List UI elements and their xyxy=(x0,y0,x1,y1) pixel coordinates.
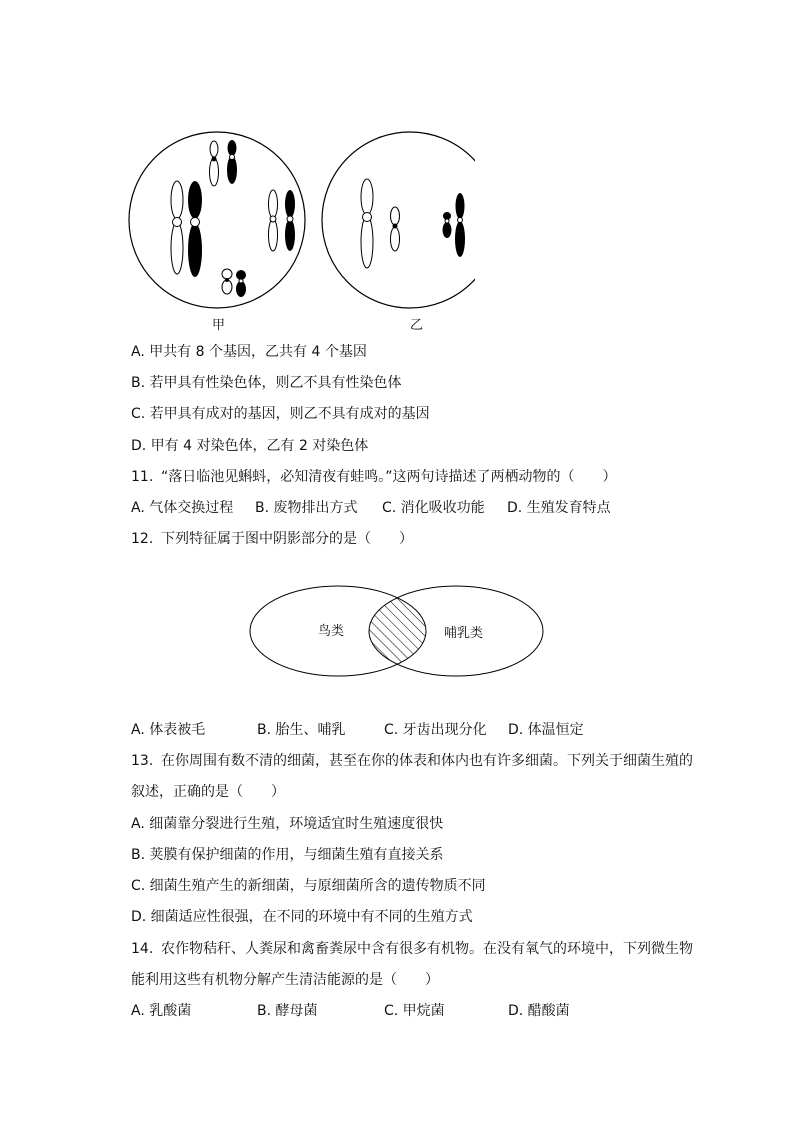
q11-option-c: C. 消化吸收功能 xyxy=(382,500,485,516)
q10-option-d: D. 甲有 4 对染色体，乙有 2 对染色体 xyxy=(131,438,369,454)
q13-option-c: C. 细菌生殖产生的新细菌，与原细菌所含的遗传物质不同 xyxy=(131,878,486,894)
q13-stem-line1 xyxy=(131,752,693,770)
chromosome-pair-top xyxy=(210,140,238,186)
chromosome-yi-dark-pair xyxy=(443,193,466,257)
q14-number: 14. xyxy=(131,941,154,957)
q12-stem xyxy=(131,530,413,548)
chromosome-pair-small xyxy=(222,269,246,297)
venn-label-birds: 鸟类 xyxy=(318,624,345,639)
chromosome-pair-right xyxy=(269,190,296,251)
q14-option-c: C. 甲烷菌 xyxy=(384,1003,445,1019)
q11-option-a: A. 气体交换过程 xyxy=(131,500,234,516)
figure-label-jia: 甲 xyxy=(212,318,226,333)
q14-stem-line1 xyxy=(131,940,693,958)
q10-option-a: A. 甲共有 8 个基因，乙共有 4 个基因 xyxy=(131,344,367,360)
q13-stem-line2: 叙述，正确的是（ ） xyxy=(131,784,285,800)
q12-number: 12. xyxy=(131,531,154,547)
chromosome-yi-medium xyxy=(391,207,400,251)
q12-option-d: D. 体温恒定 xyxy=(508,722,584,738)
q12-options xyxy=(131,721,584,739)
q13-option-a: A. 细菌靠分裂进行生殖，环境适宜时生殖速度很快 xyxy=(131,816,444,832)
q14-options xyxy=(131,1002,570,1020)
chromosome-pair-large xyxy=(171,181,202,277)
q13-text-1: 在你周围有数不清的细菌，甚至在你的体表和体内也有许多细菌。下列关于细菌生殖的 xyxy=(161,753,693,769)
figure-label-yi: 乙 xyxy=(410,318,424,333)
q14-stem-line2: 能利用这些有机物分解产生清洁能源的是（ ） xyxy=(131,972,439,988)
cell-division-figure xyxy=(125,128,475,318)
q11-option-b: B. 废物排出方式 xyxy=(255,500,358,516)
q13-option-b: B. 荚膜有保护细菌的作用，与细菌生殖有直接关系 xyxy=(131,847,444,863)
q10-option-c: C. 若甲具有成对的基因，则乙不具有成对的基因 xyxy=(131,406,430,422)
q13-number: 13. xyxy=(131,753,154,769)
q13-option-d: D. 细菌适应性很强，在不同的环境中有不同的生殖方式 xyxy=(131,909,473,925)
venn-diagram xyxy=(245,585,550,695)
chromosome-yi-large xyxy=(361,179,373,268)
q10-option-b: B. 若甲具有性染色体，则乙不具有性染色体 xyxy=(131,375,402,391)
q14-text-1: 农作物秸秆、人粪尿和禽畜粪尿中含有很多有机物。在没有氧气的环境中，下列微生物 xyxy=(161,941,693,957)
q14-option-b: B. 酵母菌 xyxy=(257,1003,318,1019)
q14-option-d: D. 醋酸菌 xyxy=(508,1003,570,1019)
venn-label-mammals: 哺乳类 xyxy=(444,626,484,641)
q12-option-b: B. 胎生、哺乳 xyxy=(257,722,346,738)
q14-option-a: A. 乳酸菌 xyxy=(131,1003,192,1019)
q11-stem xyxy=(131,468,617,486)
q11-number: 11. xyxy=(131,469,154,485)
q12-text: 下列特征属于图中阴影部分的是（ ） xyxy=(161,531,413,547)
q12-option-c: C. 牙齿出现分化 xyxy=(384,722,487,738)
q11-text: “落日临池见蝌蚪，必知清夜有蛙鸣。”这两句诗描述了两栖动物的（ ） xyxy=(161,469,617,485)
cell-jia-outline xyxy=(129,132,305,308)
q12-option-a: A. 体表被毛 xyxy=(131,722,206,738)
q11-option-d: D. 生殖发育特点 xyxy=(507,500,611,516)
q11-options xyxy=(131,499,611,517)
